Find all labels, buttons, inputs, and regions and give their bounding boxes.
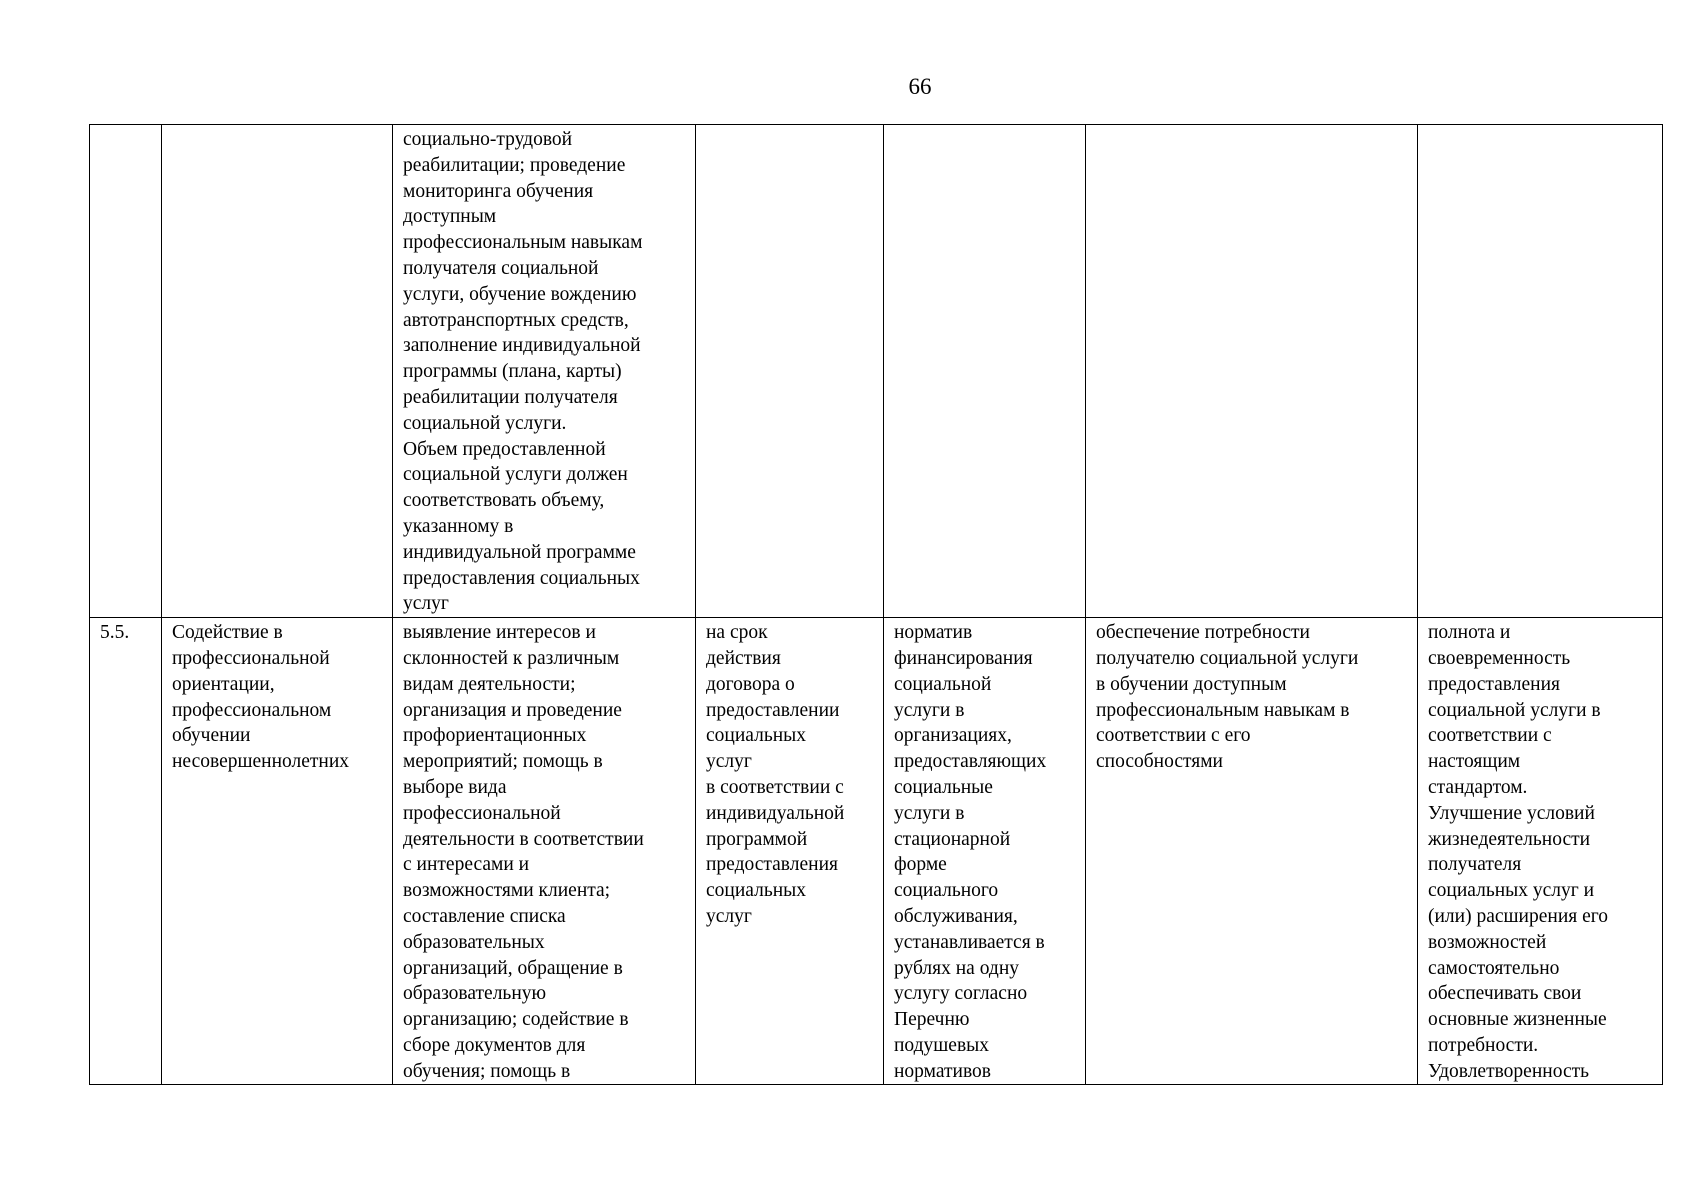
cell-text: обеспечение потребности получателю социальной услуги в обучении доступным профессиональным навыкам в соответствии с его способностями	[1096, 622, 1359, 773]
standards-table	[89, 124, 1663, 1085]
cell-term	[696, 618, 884, 1085]
cell-term	[696, 125, 884, 618]
cell-description	[393, 125, 696, 618]
cell-text: Содействие в профессиональной ориентации, профессиональном обучении несовершеннолетних	[172, 622, 350, 773]
cell-description	[393, 618, 696, 1085]
cell-number	[90, 618, 162, 1085]
cell-evaluation	[1418, 125, 1663, 618]
cell-text: 5.5.	[100, 622, 130, 644]
cell-service-name	[162, 125, 393, 618]
cell-text: выявление интересов и склонностей к различным видам деятельности; организация и проведение профориентационных мероприятий; помощь в выборе вида профессиональной деятельности в соответствии с интересами и возможностями клиента; составление списка образовательных организаций, обращение в образовательную организацию; содействие в сборе документов для обучения; помощь в	[403, 622, 644, 1082]
cell-text: социально-трудовой реабилитации; проведение мониторинга обучения доступным профессиональным навыкам получателя социальной услуги, обучение вождению автотранспортных средств, заполнение индивидуальной программы (плана, карты) реабилитации получателя социальной услуги. Объем предоставленной социальной услуги должен соответствовать объему, указанному в индивидуальной программе предоставления социальных услуг	[403, 129, 643, 615]
cell-evaluation	[1418, 618, 1663, 1085]
cell-service-name	[162, 618, 393, 1085]
table-row	[90, 125, 1663, 618]
cell-quality	[1086, 125, 1418, 618]
cell-text: полнота и своевременность предоставления социальной услуги в соответствии с настоящим стандартом. Улучшение условий жизнедеятельности получателя социальных услуг и (или) расширения его возможностей самостоятельно обеспечивать свои основные жизненные потребности. Удовлетворенность	[1428, 622, 1609, 1082]
cell-financing	[884, 618, 1086, 1085]
cell-number	[90, 125, 162, 618]
cell-financing	[884, 125, 1086, 618]
cell-text: норматив финансирования социальной услуги в организациях, предоставляющих социальные услуги в стационарной форме социального обслуживания, устанавливается в рублях на одну услугу согласно Перечню подушевых нормативов	[894, 622, 1047, 1082]
page-number: 66	[908, 74, 932, 99]
cell-quality	[1086, 618, 1418, 1085]
table-row	[90, 618, 1663, 1085]
cell-text: на срок действия договора о предоставлении социальных услуг в соответствии с индивидуальной программой предоставления социальных услуг	[706, 622, 845, 927]
